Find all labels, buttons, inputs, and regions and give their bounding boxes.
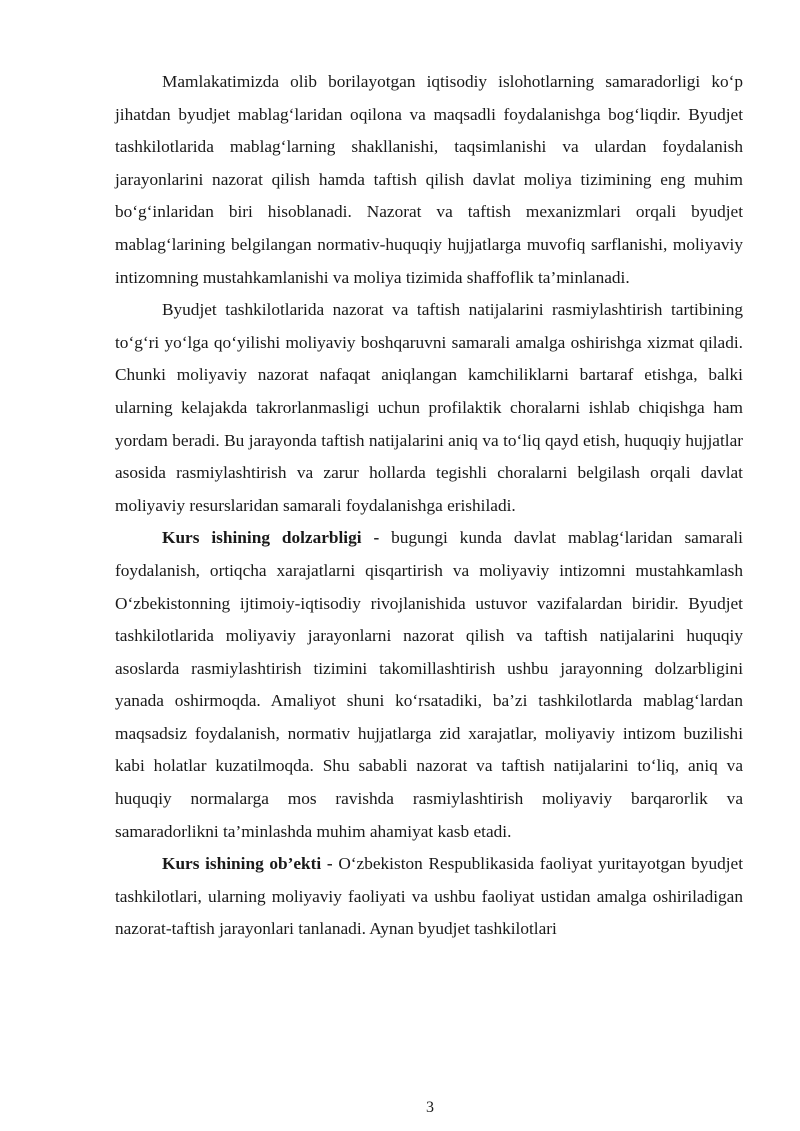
paragraph-lead-heading: Kurs ishining ob’ekti - <box>162 854 333 874</box>
paragraph-intro <box>115 66 743 294</box>
paragraph-text: Byudjet tashkilotlarida nazorat va taftish natijalarini rasmiylashtirish tartibining to‘g‘ri yo‘lga qo‘yilishi moliyaviy boshqaruvni samarali amalga oshirishga xizmat qiladi. Chunki moliyaviy nazorat nafaqat aniqlangan kamchiliklarni bartaraf etishga, balki ularning kelajakda takrorlanmasligi uchun profilaktik choralarni ishlab chiqishga ham yordam beradi. Bu jarayonda taftish natijalarini aniq va to‘liq qayd etish, huquqiy hujjatlar asosida rasmiylashtirish va zarur hollarda tegishli choralarni belgilash orqali davlat moliyaviy resurslaridan samarali foydalanishga erishiladi. <box>115 300 743 515</box>
paragraph-relevance <box>115 522 743 848</box>
paragraph-text: bugungi kunda davlat mablag‘laridan samarali foydalanish, ortiqcha xarajatlarni qisqartirish va moliyaviy intizomni mustahkamlash O‘zbekistonning ijtimoiy-iqtisodiy rivojlanishida ustuvor vazifalardan biridir. Byudjet tashkilotlarida moliyaviy jarayonlarni nazorat qilish va taftish natijalarini huquqiy asoslarda rasmiylashtirish tizimini takomillashtirish ushbu jarayonning dolzarbligini yanada oshirmoqda. Amaliyot shuni ko‘rsatadiki, ba’zi tashkilotlarda mablag‘lardan maqsadsiz foydalanish, normativ hujjatlarga zid xarajatlar, moliyaviy intizom buzilishi kabi holatlar kuzatilmoqda. Shu sababli nazorat va taftish natijalarini to‘liq, aniq va huquqiy normalarga mos ravishda rasmiylashtirish moliyaviy barqarorlik va samaradorlikni ta’minlashda muhim ahamiyat kasb etadi. <box>115 528 743 841</box>
paragraph-object <box>115 848 743 946</box>
paragraph-registration-order <box>115 294 743 522</box>
document-page <box>115 66 743 946</box>
paragraph-text: Mamlakatimizda olib borilayotgan iqtisodiy islohotlarning samaradorligi ko‘p jihatdan byudjet mablag‘laridan oqilona va maqsadli foydalanishga bog‘liqdir. Byudjet tashkilotlarida mablag‘larning shakllanishi, taqsimlanishi va ulardan foydalanish jarayonlarini nazorat qilish hamda taftish qilish davlat moliya tizimining eng muhim bo‘g‘inlaridan biri hisoblanadi. Nazorat va taftish mexanizmlari orqali byudjet mablag‘larining belgilangan normativ-huquqiy hujjatlarga muvofiq sarflanishi, moliyaviy intizomning mustahkamlanishi va moliya tizimida shaffoflik ta’minlanadi. <box>115 72 743 287</box>
paragraph-lead-heading: Kurs ishining dolzarbligi - <box>162 528 380 548</box>
page-number: 3 <box>426 1099 434 1116</box>
paragraph-text: O‘zbekiston Respublikasida faoliyat yuritayotgan byudjet tashkilotlari, ularning moliyaviy faoliyati va ushbu faoliyat ustidan amalga oshiriladigan nazorat-taftish jarayonlari tanlanadi. Aynan byudjet tashkilotlari <box>115 854 743 939</box>
